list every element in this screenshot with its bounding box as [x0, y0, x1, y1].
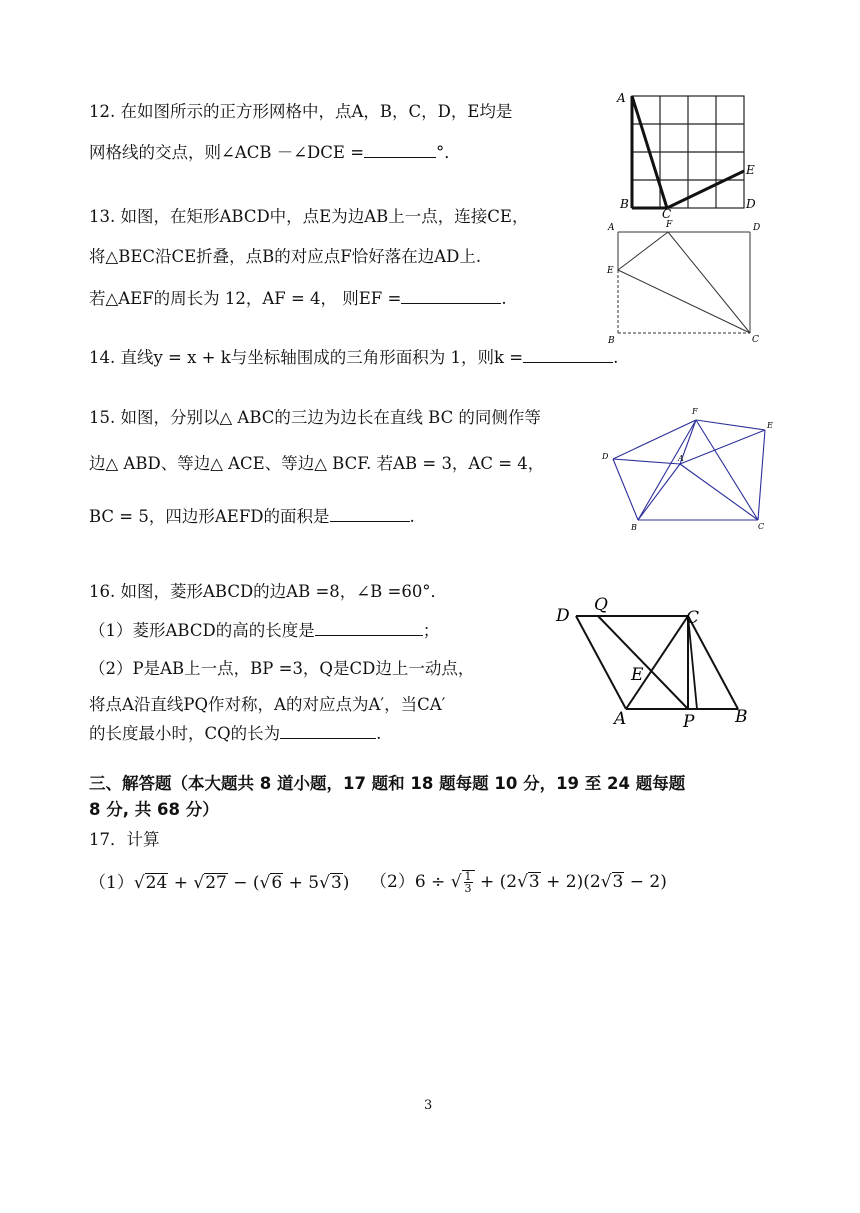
q16-line2-text: （1）菱形ABCD的高的长度是	[89, 621, 315, 640]
q16-label-q: Q	[594, 596, 608, 615]
q16-line5-tail: .	[376, 724, 382, 743]
q16-label-e: E	[631, 665, 644, 685]
q17-part2: （2）6 ÷ √ $\frac{1}{3}$ + (2√3 + 2)(2√3 − 2)	[370, 870, 667, 895]
q16-line2	[89, 619, 439, 642]
q13-label-b: B	[608, 336, 615, 346]
q16-line1: 16. 如图，菱形ABCD的边AB =8，∠B =60°．	[89, 582, 448, 601]
q16-answer-blank-1[interactable]	[315, 619, 423, 636]
q12-line1: 12. 在如图所示的正方形网格中，点A，B，C，D，E均是	[89, 102, 513, 121]
page-number: 3	[424, 1098, 433, 1113]
q16-line5	[89, 722, 381, 745]
section3-heading-line1: 三、解答题（本大题共 8 道小题，17 题和 18 题每题 10 分，19 至 24 题每题	[89, 774, 686, 793]
q17-p2-radicand-1: 3	[528, 872, 540, 892]
q17-part2-label: （2）	[370, 872, 415, 892]
q13-label-c: C	[752, 335, 759, 345]
q15-label-c: C	[758, 522, 765, 531]
q17-p2-denominator: 3	[464, 882, 472, 895]
q15-label-b: B	[631, 523, 637, 532]
q13-rectangle-figure	[600, 218, 770, 346]
q13-line3	[89, 287, 507, 310]
q15-label-f: F	[692, 407, 698, 416]
q12-label-c: C	[662, 207, 672, 218]
q16-label-c: C	[686, 608, 700, 628]
q12-line2-text: 网格线的交点，则∠ACB －∠DCE =	[89, 143, 365, 162]
q15-label-e: E	[767, 421, 773, 430]
q12-grid-figure	[612, 88, 762, 218]
q15-line3	[89, 505, 415, 528]
q17-part1: （1）√24 + √27 − (√6 + 5√3)	[89, 873, 350, 893]
q14-line1	[89, 346, 618, 369]
q16-label-a: A	[614, 709, 627, 728]
q16-label-d: D	[556, 606, 570, 626]
q16-label-p: P	[683, 712, 695, 728]
q15-label-a: A	[678, 454, 684, 463]
q13-line3-text: 若△AEF的周长为 12，AF = 4， 则EF =	[89, 289, 402, 308]
q14-answer-blank[interactable]	[523, 346, 613, 363]
q15-line2: 边△ ABD、等边△ ACE、等边△ BCF. 若AB = 3，AC = 4，	[89, 454, 545, 473]
q12-tail: °．	[436, 143, 461, 162]
section3-heading-line2: 8 分, 共 68 分）	[89, 800, 219, 819]
q16-line3: （2）P是AB上一点，BP =3，Q是CD边上一动点，	[89, 659, 475, 678]
q17-title: 17．计算	[89, 830, 160, 849]
q15-tail: .	[409, 507, 415, 526]
q13-label-f: F	[666, 220, 673, 230]
q15-line3-text: BC = 5，四边形AEFD的面积是	[89, 507, 330, 526]
q13-line1: 13. 如图，在矩形ABCD中，点E为边AB上一点，连接CE，	[89, 207, 529, 226]
q17-p2-numerator: 1	[464, 870, 472, 883]
q12-answer-blank[interactable]	[364, 141, 436, 158]
q12-label-a: A	[617, 91, 626, 105]
q16-line5-text: 的长度最小时，CQ的长为	[89, 724, 281, 743]
q15-line1: 15. 如图，分别以△ ABC的三边为边长在直线 BC 的同侧作等	[89, 408, 541, 427]
q12-label-d: D	[746, 197, 756, 211]
q12-label-e: E	[746, 163, 755, 177]
q15-label-d: D	[602, 452, 609, 461]
q13-line2: 将△BEC沿CE折叠，点B的对应点F恰好落在边AD上.	[89, 247, 482, 266]
q14-line1-text: 14. 直线y = x + k与坐标轴围成的三角形面积为 1，则k =	[89, 348, 524, 367]
q13-label-e: E	[607, 266, 614, 276]
q12-line2	[89, 141, 461, 164]
q13-label-a: A	[608, 223, 615, 233]
q16-answer-blank-2[interactable]	[280, 722, 376, 739]
q16-rhombus-figure	[550, 596, 760, 728]
q17-p1-radicand-a: 24	[145, 873, 168, 893]
q17-p1-radicand-b: 27	[205, 873, 227, 893]
q12-label-b: B	[620, 197, 629, 211]
q16-line2-tail: ；	[422, 621, 440, 640]
q15-answer-blank[interactable]	[330, 505, 410, 522]
q15-triangle-figure	[595, 403, 785, 533]
q17-p2-pre: 6 ÷	[414, 872, 446, 892]
q16-label-b: B	[735, 707, 748, 727]
q13-tail: .	[501, 289, 507, 308]
q13-answer-blank[interactable]	[401, 287, 501, 304]
q16-line4: 将点A沿直线PQ作对称，A的对应点为A′，当CA′	[89, 695, 446, 714]
q17-part1-label: （1）	[89, 873, 134, 893]
q17-p1-radicand-d: 3	[330, 873, 342, 893]
q13-label-d: D	[753, 223, 761, 233]
q17-p1-radicand-c: 6	[271, 873, 283, 893]
q17-p2-radicand-2: 3	[612, 872, 624, 892]
q14-tail: .	[613, 348, 619, 367]
